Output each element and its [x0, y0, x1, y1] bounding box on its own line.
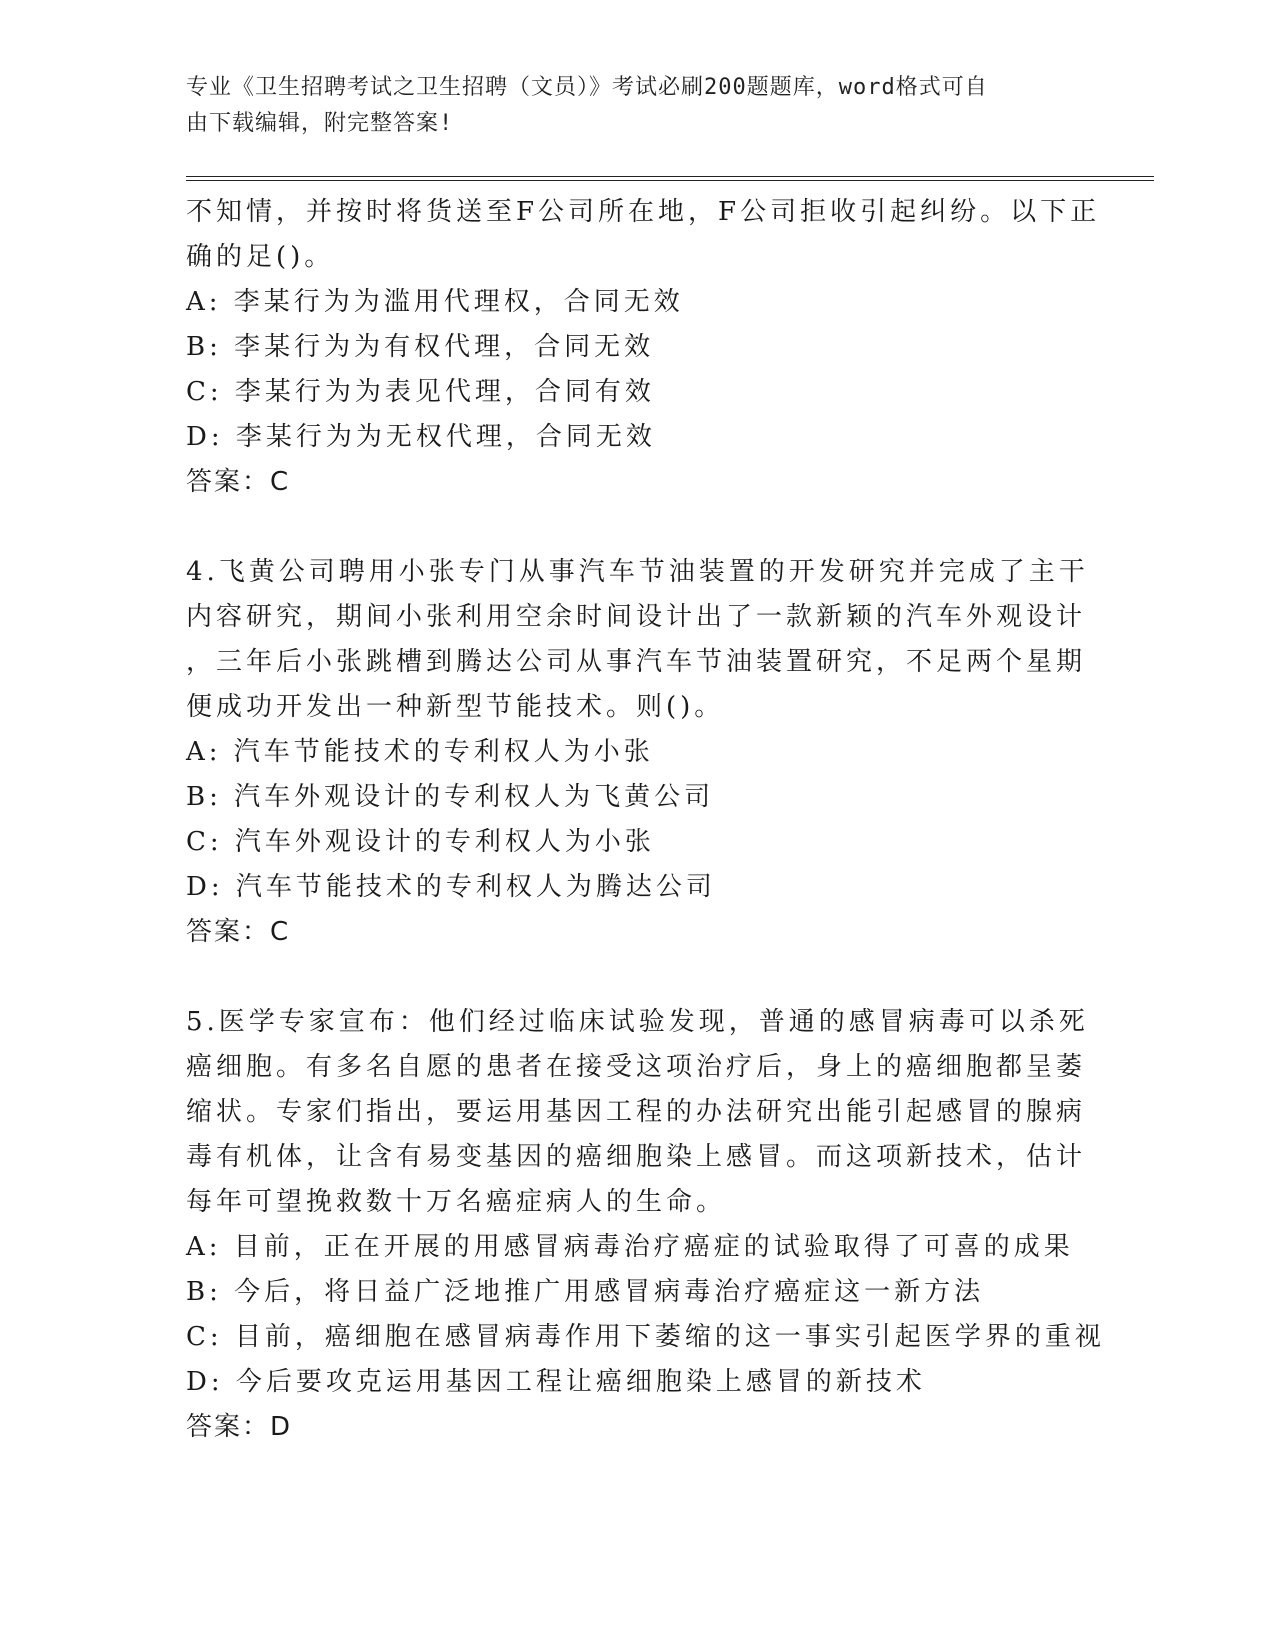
question-text-line: 不知情，并按时将货送至F公司所在地，F公司拒收引起纠纷。以下正	[186, 197, 1101, 227]
question-text-line: ，三年后小张跳槽到腾达公司从事汽车节油装置研究，不足两个星期	[186, 647, 1087, 677]
question-4	[186, 550, 1089, 955]
question-text-line: 便成功开发出一种新型节能技术。则()。	[186, 692, 725, 722]
question-text-line: 4.飞黄公司聘用小张专门从事汽车节油装置的开发研究并完成了主干	[186, 557, 1089, 587]
question-text-line: 确的足()。	[186, 242, 335, 272]
option-d: D: 李某行为为无权代理，合同无效	[186, 422, 656, 452]
option-a: A: 目前，正在开展的用感冒病毒治疗癌症的试验取得了可喜的成果	[186, 1232, 1074, 1262]
option-a: A: 李某行为为滥用代理权，合同无效	[186, 287, 684, 317]
option-c: C: 目前，癌细胞在感冒病毒作用下萎缩的这一事实引起医学界的重视	[186, 1322, 1105, 1352]
option-c: C: 李某行为为表见代理，合同有效	[186, 377, 655, 407]
question-text-line: 5.医学专家宣布：他们经过临床试验发现，普通的感冒病毒可以杀死	[186, 1007, 1089, 1037]
option-b: B: 汽车外观设计的专利权人为飞黄公司	[186, 782, 715, 812]
question-text-line: 毒有机体，让含有易变基因的癌细胞染上感冒。而这项新技术，估计	[186, 1142, 1087, 1172]
question-5	[186, 1000, 1105, 1450]
option-a: A: 汽车节能技术的专利权人为小张	[186, 737, 654, 767]
question-text-line: 缩状。专家们指出，要运用基因工程的办法研究出能引起感冒的腺病	[186, 1097, 1087, 1127]
document-body	[186, 190, 1105, 1450]
answer-line: 答案：C	[186, 917, 291, 947]
question-text-line: 内容研究，期间小张利用空余时间设计出了一款新颖的汽车外观设计	[186, 602, 1087, 632]
spacer	[186, 955, 1086, 1000]
answer-line: 答案：C	[186, 467, 291, 497]
question-3	[186, 190, 1101, 505]
page-header	[186, 70, 1086, 142]
header-line-2: 由下载编辑，附完整答案!	[186, 111, 454, 136]
header-divider	[186, 176, 1154, 181]
option-b: B: 李某行为为有权代理，合同无效	[186, 332, 655, 362]
option-c: C: 汽车外观设计的专利权人为小张	[186, 827, 655, 857]
header-line-1: 专业《卫生招聘考试之卫生招聘（文员）》考试必刷200题题库，word格式可自	[186, 75, 988, 100]
question-text-line: 每年可望挽救数十万名癌症病人的生命。	[186, 1187, 727, 1217]
answer-line: 答案：D	[186, 1412, 293, 1442]
question-text-line: 癌细胞。有多名自愿的患者在接受这项治疗后，身上的癌细胞都呈萎	[186, 1052, 1087, 1082]
spacer	[186, 505, 1086, 550]
option-d: D: 汽车节能技术的专利权人为腾达公司	[186, 872, 716, 902]
option-d: D: 今后要攻克运用基因工程让癌细胞染上感冒的新技术	[186, 1367, 926, 1397]
option-b: B: 今后，将日益广泛地推广用感冒病毒治疗癌症这一新方法	[186, 1277, 985, 1307]
